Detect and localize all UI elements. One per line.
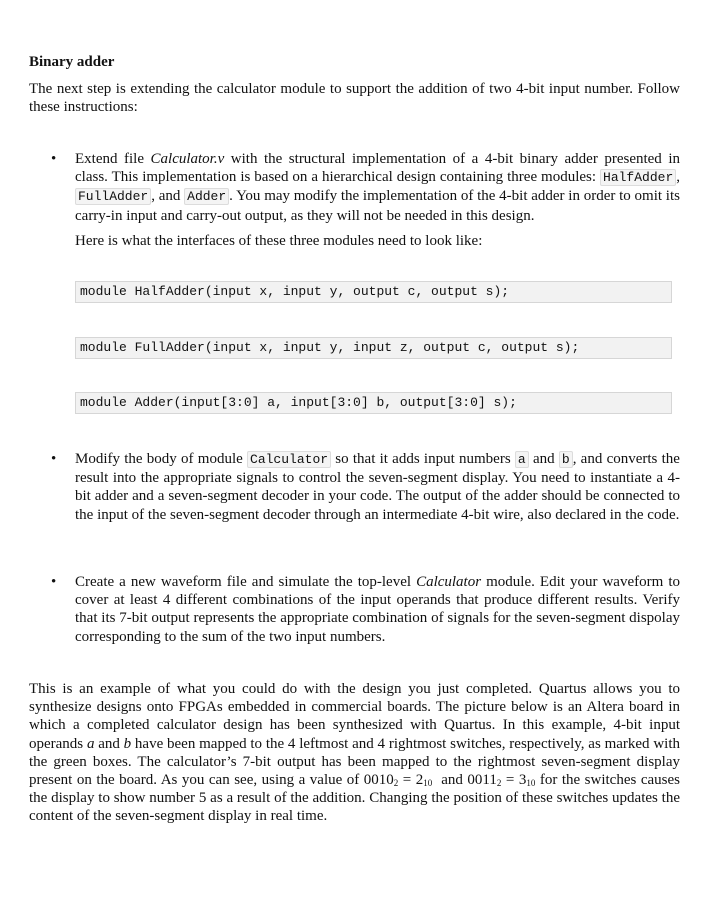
- code-adder: module Adder(input[3:0] a, input[3:0] b, output[3:0] s);: [75, 392, 672, 414]
- inline-code-halfadder: HalfAdder: [600, 169, 676, 186]
- instruction-item-3: [75, 573, 680, 646]
- inline-code-b: b: [559, 451, 573, 468]
- intro-paragraph: The next step is extending the calculator module to support the addition of two 4-bit input number. Follow these instructions:: [29, 81, 680, 116]
- inline-code-a: a: [515, 451, 529, 468]
- instruction-text: Modify the body of module Calculator so that it adds input numbers a and b , and converts the result into the appropriate signals to control the seven-segment display. You need to instantiate a 4-bit adder and a seven-segment decoder in your code. The output of the adder should be connected to the input of the seven-segment decoder through an intermediate 4-bit wire, also declared in the code.: [75, 451, 680, 523]
- closing-paragraph: This is an example of what you could do with the design you just completed. Quartus allows you to synthesize designs onto FPGAs embedded in commercial boards. The picture below is an Altera board in which a completed calculator design has been synthesized with Quartus. In this example, 4-bit input operands a and b have been mapped to the 4 leftmost and 4 rightmost switches, respectively, as marked with the green boxes. The calculator’s 7-bit output has been mapped to the rightmost seven-segment display present on the board. As you can see, using a value of $0010_2 = 2_{10}$ and $0011_2 = 3_{10}$ for the switches causes the display to show number 5 as a result of the addition. Changing the position of these switches updates the content of the seven-segment display in real time.: [29, 681, 681, 825]
- instruction-item-1: [75, 150, 680, 225]
- instruction-text: Create a new waveform file and simulate the top-level Calculator module. Edit your waveform to cover at least 4 different combinations of the input operands that produce different results. Verify that its 7-bit output represents the appropriate combination of signals for the seven-segment dispolay corresponding to the sum of the two input numbers.: [75, 574, 680, 645]
- inline-code-calculator: Calculator: [247, 451, 331, 468]
- interfaces-intro: Here is what the interfaces of these three modules need to look like:: [75, 233, 483, 249]
- code-halfadder: module HalfAdder(input x, input y, output c, output s);: [75, 281, 672, 303]
- inline-code-adder: Adder: [184, 188, 229, 205]
- module-name: Calculator: [416, 574, 482, 590]
- bullet-marker: •: [51, 574, 57, 590]
- instruction-text: Extend file Calculator.v with the structural implementation of a 4-bit binary adder presented in class. This implementation is based on a hierarchical design containing three modules: HalfAdder , FullAdder , and Adder . You may modify the implementation of the 4-bit adder in order to omit its carry-in input and carry-out output, as they will not be needed in this design.: [75, 151, 680, 224]
- section-heading: Binary adder: [29, 54, 115, 70]
- bullet-marker: •: [51, 151, 57, 167]
- file-name: Calculator.v: [150, 151, 225, 167]
- instruction-item-2: [75, 450, 680, 524]
- inline-code-fulladder: FullAdder: [75, 188, 151, 205]
- bullet-marker: •: [51, 451, 57, 467]
- code-fulladder: module FullAdder(input x, input y, input z, output c, output s);: [75, 337, 672, 359]
